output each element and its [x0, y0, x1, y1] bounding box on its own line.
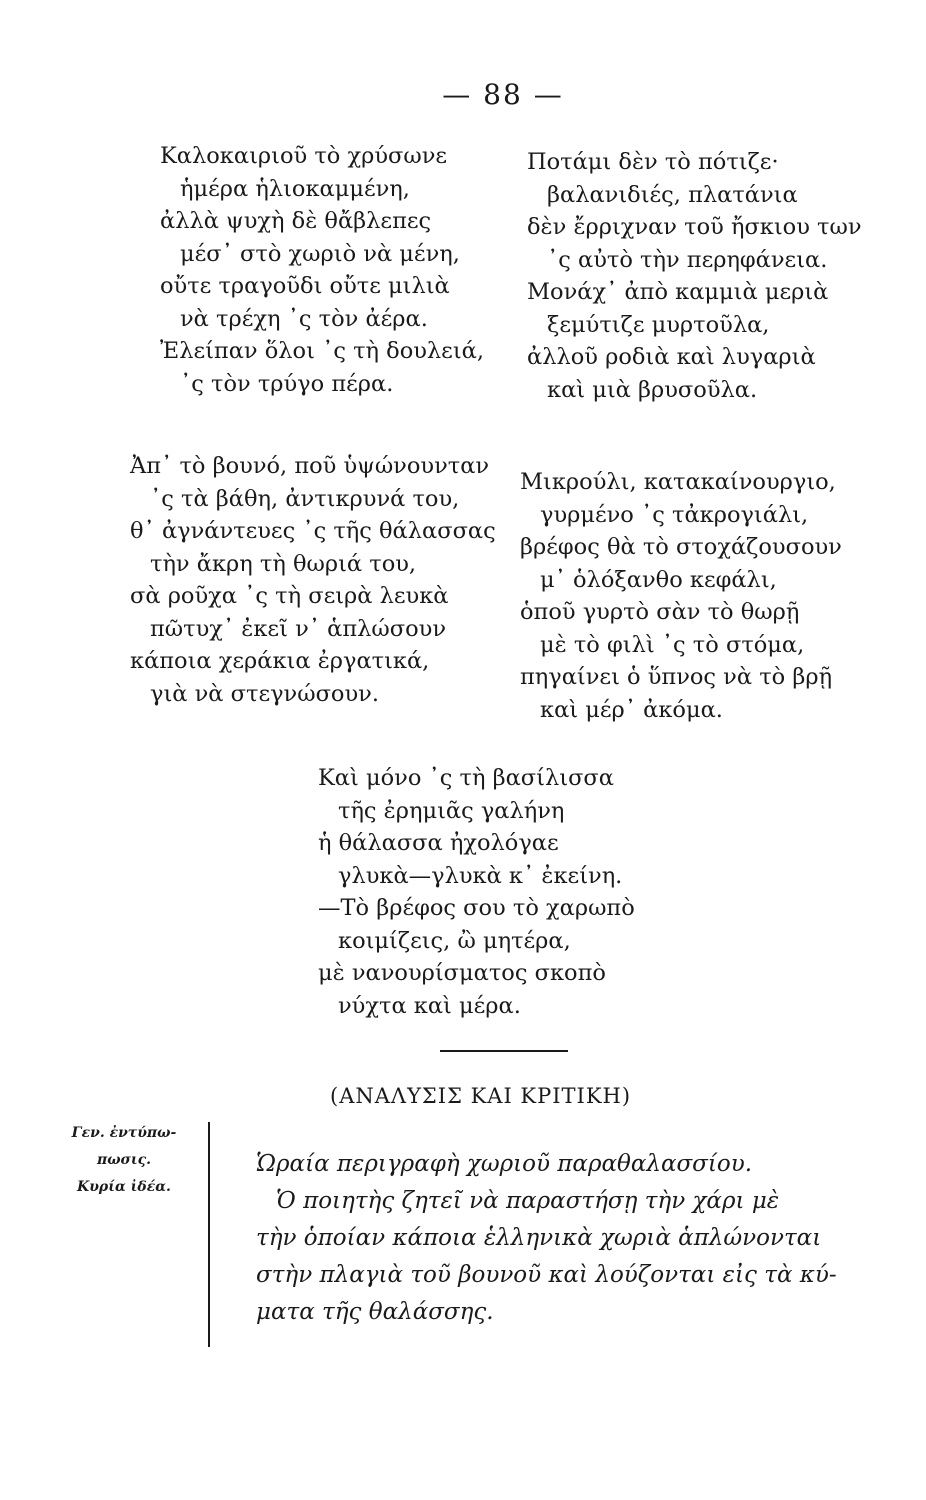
verse-line: καὶ μέρ᾿ ἀκόμα.	[540, 696, 723, 723]
verse-line: ἡμέρα ἡλιοκαμμένη,	[180, 175, 410, 202]
stanza-3	[130, 450, 496, 710]
verse-line: Ἀπ᾿ τὸ βουνό, ποῦ ὑψώνουνταν	[130, 453, 490, 479]
verse-line: βαλανιδιές, πλατάνια	[547, 181, 798, 208]
verse-line: γυρμένο ᾿ς τἀκρογιάλι,	[540, 501, 809, 528]
prose-line: τὴν ὁποίαν κάποια ἑλληνικὰ χωριὰ ἁπλώνονται	[256, 1225, 822, 1251]
margin-note	[54, 1120, 194, 1201]
verse-line: πηγαίνει ὁ ὕπνος νὰ τὸ βρῇ	[520, 664, 833, 690]
verse-line: μ᾿ ὁλόξανθο κεφάλι,	[540, 566, 777, 593]
verse-line: Ἐλείπαν ὅλοι ᾿ς τὴ δουλειά,	[160, 338, 485, 364]
stanza-5	[318, 762, 635, 1022]
prose-line: Ὁ ποιητὴς ζητεῖ νὰ παραστήσῃ τὴν χάρι μὲ	[276, 1188, 780, 1214]
verse-line: τῆς ἐρημιᾶς γαλήνη	[338, 797, 565, 824]
verse-line: ἀλλοῦ ροδιὰ καὶ λυγαριὰ	[527, 344, 816, 370]
verse-line: ᾿ς τὰ βάθη, ἀντικρυνά του,	[150, 485, 460, 512]
verse-line: μὲ νανουρίσματος σκοπὸ	[318, 960, 606, 986]
margin-note-line: πωσις.	[96, 1152, 152, 1168]
verse-line: Μονάχ᾿ ἀπὸ καμμιὰ μεριὰ	[527, 279, 829, 305]
verse-line: νύχτα καὶ μέρα.	[338, 992, 521, 1019]
margin-note-line: Κυρία ἰδέα.	[77, 1179, 171, 1195]
verse-line: κάποια χεράκια ἐργατικά,	[130, 648, 430, 674]
prose-line: Ὡραία περιγραφὴ χωριοῦ παραθαλασσίου.	[256, 1151, 753, 1177]
verse-line: γλυκὰ—γλυκὰ κ᾿ ἐκείνη.	[338, 862, 623, 889]
verse-line: Καὶ μόνο ᾿ς τὴ βασίλισσα	[318, 765, 614, 791]
stanza-2	[527, 146, 862, 406]
margin-rule	[208, 1122, 210, 1347]
prose-line: στὴν πλαγιὰ τοῦ βουνοῦ καὶ λούζονται εἰς τὰ κύ-	[256, 1262, 837, 1288]
verse-line: μὲ τὸ φιλὶ ᾿ς τὸ στόμα,	[540, 631, 805, 658]
verse-line: καὶ μιὰ βρυσοῦλα.	[547, 376, 758, 403]
verse-line: ξεμύτιζε μυρτοῦλα,	[547, 311, 770, 338]
page-number: — 88 —	[442, 78, 564, 111]
verse-line: ἀλλὰ ψυχὴ δὲ θἄβλεπες	[160, 208, 432, 234]
verse-line: νὰ τρέχη ᾿ς τὸν ἀέρα.	[180, 305, 428, 332]
verse-line: —Τὸ βρέφος σου τὸ χαρωπὸ	[318, 895, 635, 921]
verse-line: κοιμίζεις, ὢ μητέρα,	[338, 927, 571, 954]
verse-line: Καλοκαιριοῦ τὸ χρύσωνε	[160, 143, 448, 169]
prose-line: ματα τῆς θαλάσσης.	[256, 1299, 494, 1325]
section-title: (ΑΝΑΛΥΣΙΣ ΚΑΙ ΚΡΙΤΙΚΗ)	[330, 1084, 632, 1108]
verse-line: δὲν ἔρριχναν τοῦ ἤσκιου των	[527, 214, 862, 240]
verse-line: γιὰ νὰ στεγνώσουν.	[150, 680, 379, 707]
verse-line: ἡ θάλασσα ἠχολόγαε	[318, 830, 559, 856]
verse-line: σὰ ροῦχα ᾿ς τὴ σειρὰ λευκὰ	[130, 583, 449, 609]
verse-line: πῶτυχ᾿ ἐκεῖ ν᾿ ἁπλώσουν	[150, 615, 446, 642]
verse-line: ᾿ς τὸν τρύγο πέρα.	[180, 370, 394, 397]
verse-line: Ποτάμι δὲν τὸ πότιζε·	[527, 149, 779, 175]
verse-line: οὔτε τραγοῦδι οὔτε μιλιὰ	[160, 273, 450, 299]
verse-line: ᾿ς αὐτὸ τὴν περηφάνεια.	[547, 246, 828, 273]
stanza-1	[160, 140, 484, 400]
section-divider	[440, 1050, 568, 1052]
stanza-4	[520, 466, 842, 726]
verse-line: μέσ᾿ στὸ χωριὸ νὰ μένη,	[180, 240, 460, 267]
margin-note-line: Γεν. ἐντύπω-	[71, 1125, 177, 1141]
verse-line: Μικρούλι, κατακαίνουργιο,	[520, 469, 836, 495]
verse-line: βρέφος θὰ τὸ στοχάζουσουν	[520, 534, 842, 560]
analysis-text	[256, 1146, 876, 1331]
verse-line: τὴν ἄκρη τὴ θωριά του,	[150, 550, 417, 577]
verse-line: θ᾿ ἀγνάντευες ᾿ς τῆς θάλασσας	[130, 518, 496, 544]
verse-line: ὁποῦ γυρτὸ σὰν τὸ θωρῇ	[520, 599, 800, 625]
